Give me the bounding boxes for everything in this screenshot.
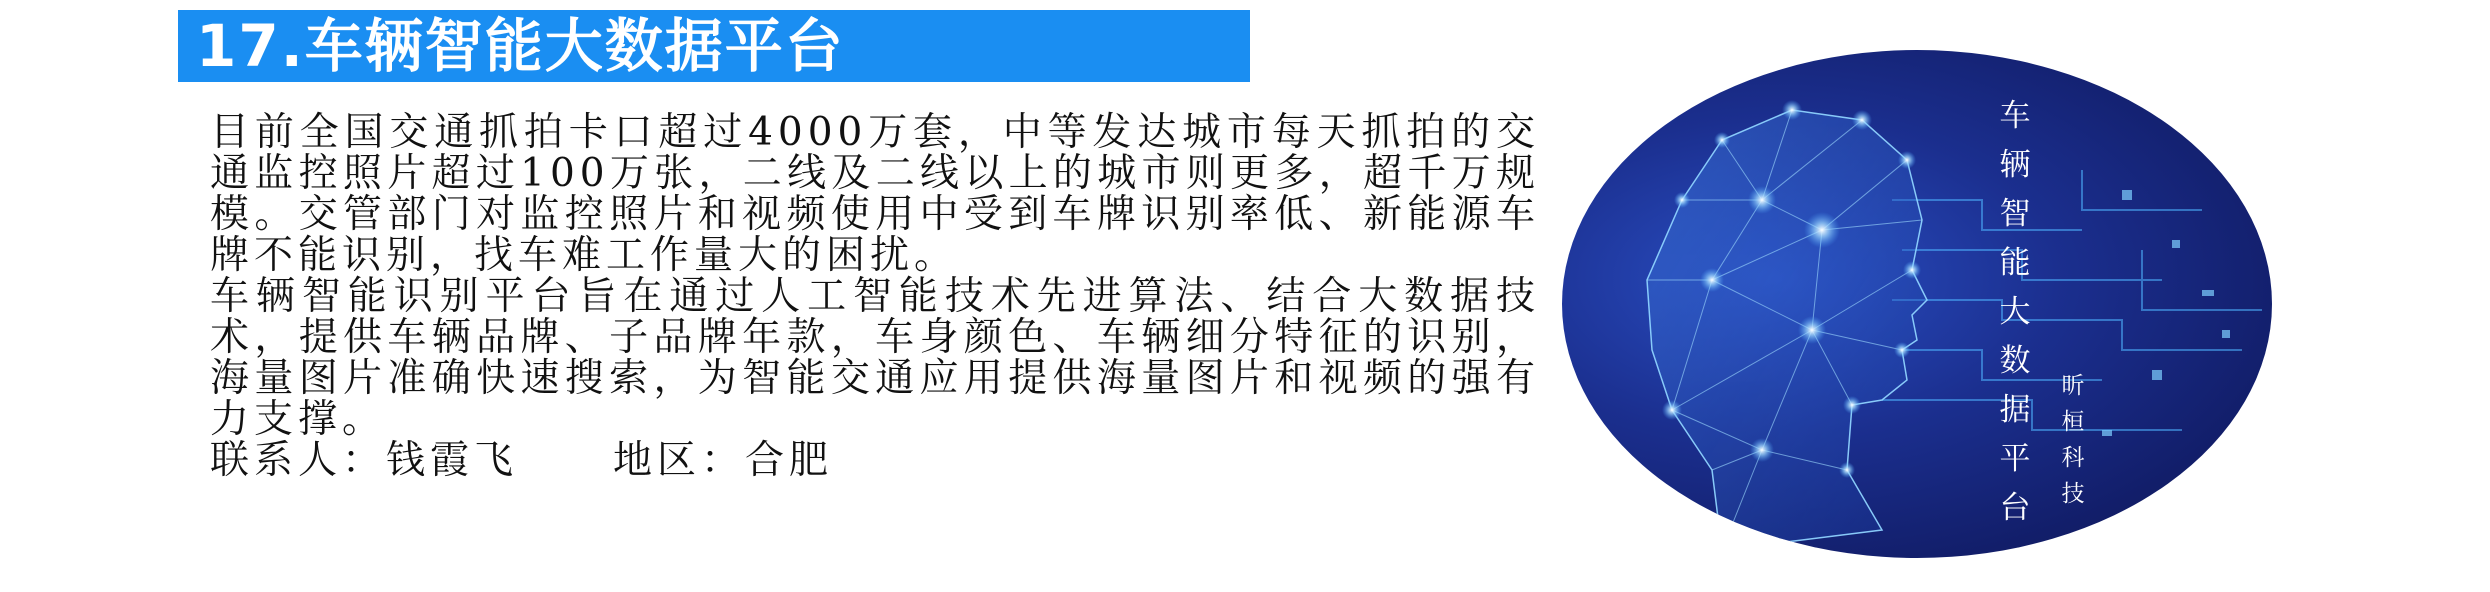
vertical-title-char: 据 — [1999, 392, 2031, 428]
contact-line — [210, 440, 1540, 481]
contact-person: 联系人：钱霞飞 — [210, 438, 519, 483]
region: 地区：合肥 — [613, 438, 834, 483]
ai-head-image — [1562, 50, 2272, 558]
ai-head-illustration-icon — [1562, 50, 2272, 558]
intro-paragraph: 目前全国交通抓拍卡口超过4000万套，中等发达城市每天抓拍的交通监控照片超过100万张，二线及二线以上的城市则更多，超千万规模。交管部门对监控照片和视频使用中受到车牌识别率低、新能源车牌不能识别，找车难工作量大的困扰。 — [210, 110, 1540, 278]
description-block — [210, 112, 1540, 481]
vertical-title-char: 数 — [1999, 343, 2031, 379]
vertical-title-char: 大 — [1999, 294, 2031, 330]
vertical-title-char: 智 — [1999, 196, 2031, 232]
title-bar — [178, 10, 1250, 82]
vertical-title-char: 车 — [1999, 98, 2031, 134]
company-char: 技 — [2061, 481, 2085, 507]
vertical-title — [1990, 92, 2040, 533]
company-name — [2053, 368, 2093, 512]
company-char: 科 — [2061, 445, 2085, 471]
platform-paragraph: 车辆智能识别平台旨在通过人工智能技术先进算法、结合大数据技术，提供车辆品牌、子品牌年款，车身颜色、车辆细分特征的识别，海量图片准确快速搜索，为智能交通应用提供海量图片和视频的强有力支撑。 — [210, 274, 1540, 442]
vertical-title-char: 平 — [1999, 441, 2031, 477]
page-title: 17.车辆智能大数据平台 — [196, 12, 845, 80]
vertical-title-char: 台 — [1999, 490, 2031, 526]
vertical-title-char: 辆 — [1999, 147, 2031, 183]
company-char: 桓 — [2061, 409, 2085, 435]
company-char: 昕 — [2061, 373, 2085, 399]
vertical-title-char: 能 — [1999, 245, 2031, 281]
